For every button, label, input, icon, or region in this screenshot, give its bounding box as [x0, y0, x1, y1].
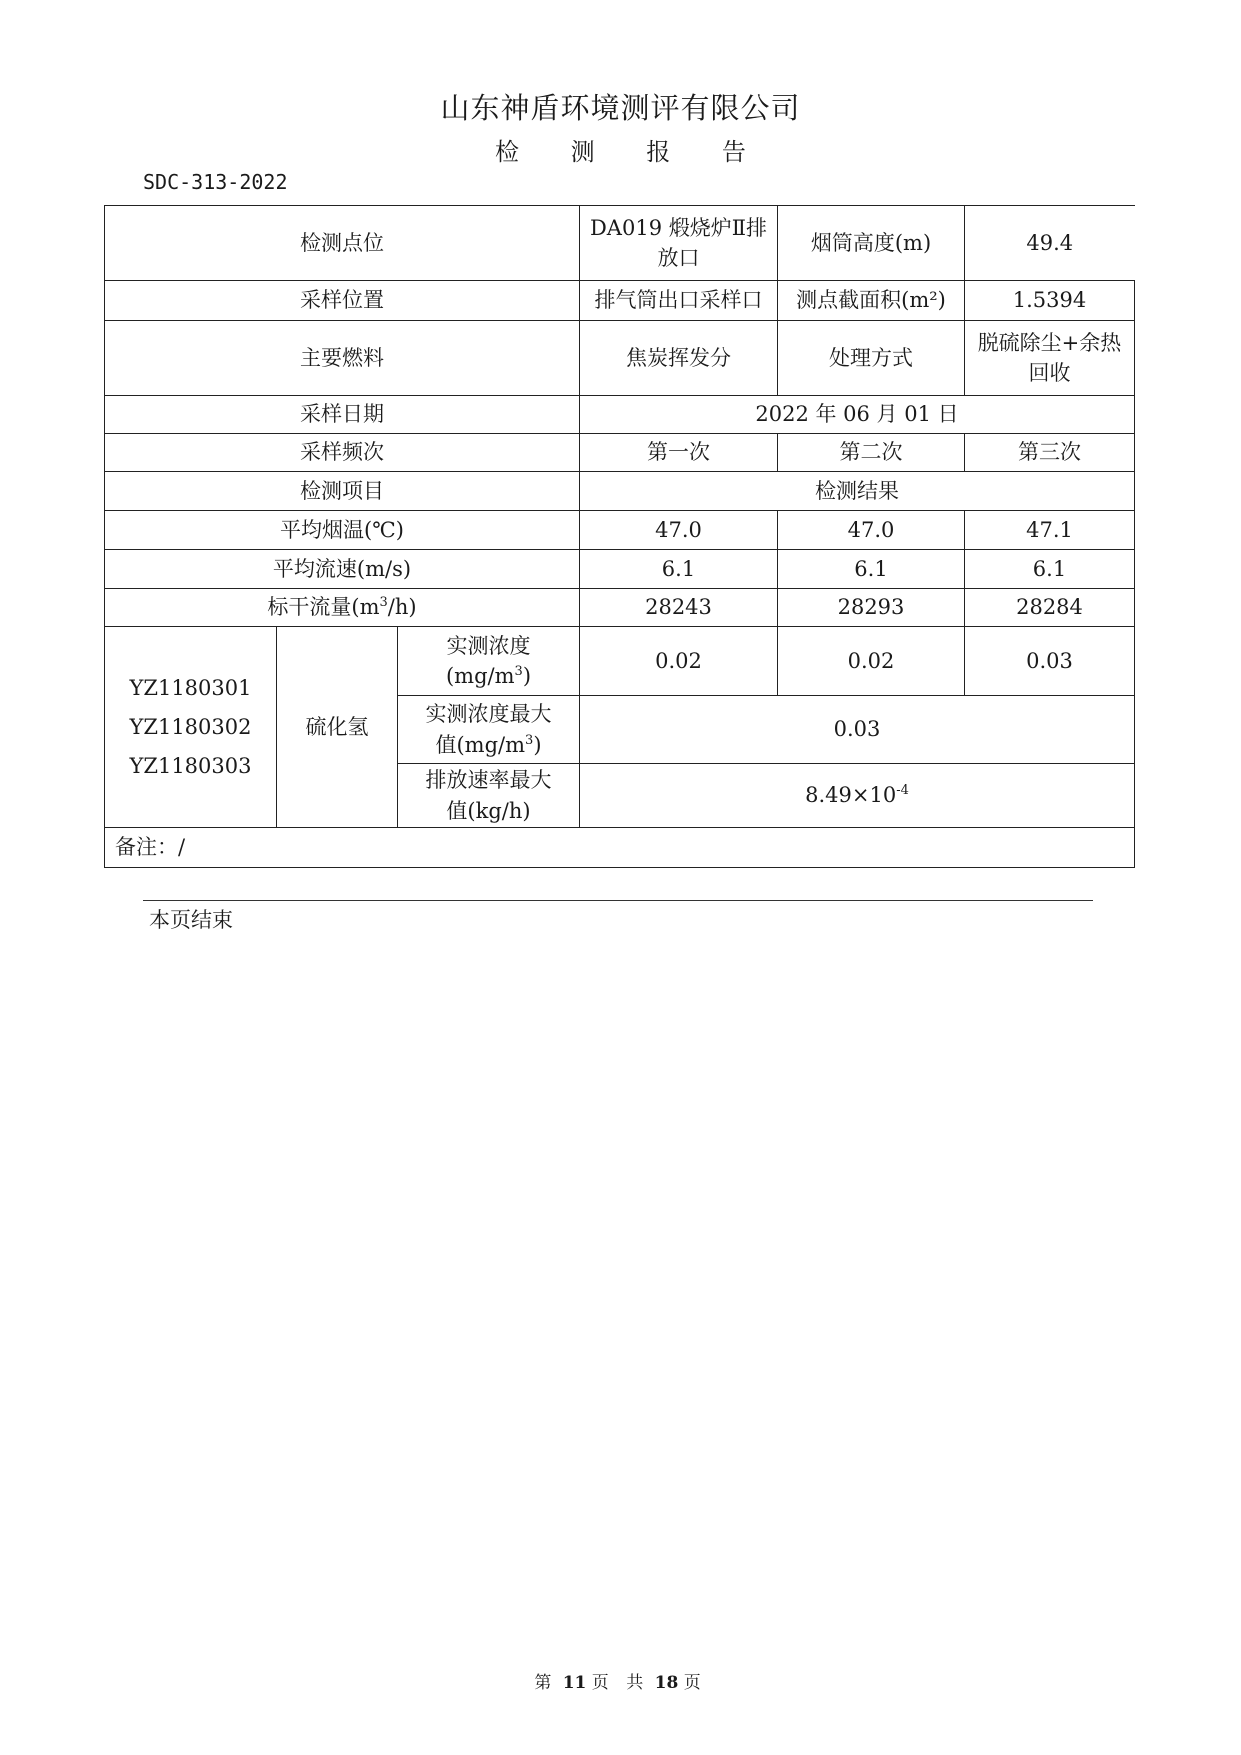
max-concentration-label-superscript: 3	[525, 732, 534, 748]
treatment-value: 脱硫除尘+余热回收	[965, 321, 1135, 396]
table-row	[105, 828, 1135, 868]
max-rate-value-exponent: -4	[896, 783, 909, 799]
fuel-label: 主要燃料	[105, 321, 580, 396]
area-value: 1.5394	[965, 281, 1135, 321]
concentration-label-close: )	[522, 664, 532, 688]
max-concentration-label	[398, 696, 580, 764]
remark: 备注：/	[105, 828, 1135, 868]
concentration-label	[398, 627, 580, 696]
max-rate-value-base: 8.49×10	[805, 783, 897, 808]
max-rate-label-text: 排放速率最大	[425, 768, 552, 793]
stack-height-value: 49.4	[965, 206, 1135, 281]
point-label: 检测点位	[105, 206, 580, 281]
flow-label-superscript: 3	[379, 595, 388, 611]
table-row	[105, 434, 1135, 472]
item-label: 检测项目	[105, 472, 580, 511]
concentration-label-unit: (mg/m	[445, 664, 515, 688]
flow-run-1: 28243	[580, 589, 778, 627]
frequency-label: 采样频次	[105, 434, 580, 472]
velocity-label: 平均流速(m/s)	[105, 550, 580, 589]
table-row	[105, 589, 1135, 627]
temperature-run-2: 47.0	[778, 511, 965, 550]
stack-height-label: 烟筒高度(m)	[778, 206, 965, 281]
table-row	[105, 511, 1135, 550]
concentration-label-superscript: 3	[514, 664, 523, 679]
table-row	[105, 472, 1135, 511]
max-concentration-label-unit: 值(mg/m	[435, 732, 526, 757]
result-label: 检测结果	[580, 472, 1135, 511]
results-table	[104, 205, 1135, 868]
page-suffix: 页	[683, 1673, 707, 1693]
run-1: 第一次	[580, 434, 778, 472]
temperature-run-1: 47.0	[580, 511, 778, 550]
flow-run-2: 28293	[778, 589, 965, 627]
flow-label-text: 标干流量(m	[267, 595, 380, 620]
flow-run-3: 28284	[965, 589, 1135, 627]
max-rate-label	[398, 764, 580, 828]
area-label: 测点截面积(m²)	[778, 281, 965, 321]
page-number	[0, 1668, 1241, 1693]
flow-label	[105, 589, 580, 627]
page-current: 11	[562, 1673, 587, 1693]
sample-id-3: YZ1180303	[129, 753, 252, 778]
sampling-position-label: 采样位置	[105, 281, 580, 321]
sample-ids	[105, 627, 277, 828]
velocity-run-1: 6.1	[580, 550, 778, 589]
max-rate-value	[580, 764, 1135, 828]
flow-label-unit: /h)	[387, 595, 417, 620]
max-concentration-label-close: )	[533, 732, 542, 757]
date-value: 2022 年 06 月 01 日	[580, 396, 1135, 434]
concentration-run-3: 0.03	[965, 627, 1135, 696]
report-code: SDC-313-2022	[143, 170, 288, 194]
date-label: 采样日期	[105, 396, 580, 434]
max-rate-label-unit: 值(kg/h)	[446, 798, 531, 823]
sample-id-1: YZ1180301	[129, 675, 252, 700]
run-3: 第三次	[965, 434, 1135, 472]
end-of-page-text: 本页结束	[149, 908, 233, 932]
report-title: 检 测 报 告	[495, 138, 768, 166]
temperature-label: 平均烟温(℃)	[105, 511, 580, 550]
concentration-label-text: 实测浓度	[446, 633, 531, 658]
end-rule	[143, 900, 1093, 901]
concentration-run-1: 0.02	[580, 627, 778, 696]
point-value: DA019 煅烧炉Ⅱ排放口	[580, 206, 778, 281]
table-row	[105, 550, 1135, 589]
sample-id-2: YZ1180302	[129, 714, 252, 739]
fuel-value: 焦炭挥发分	[580, 321, 778, 396]
table-row	[105, 396, 1135, 434]
temperature-run-3: 47.1	[965, 511, 1135, 550]
sampling-position-value: 排气筒出口采样口	[580, 281, 778, 321]
page-total: 18	[654, 1673, 679, 1693]
velocity-run-3: 6.1	[965, 550, 1135, 589]
treatment-label: 处理方式	[778, 321, 965, 396]
max-concentration-label-text: 实测浓度最大	[425, 702, 552, 727]
velocity-run-2: 6.1	[778, 550, 965, 589]
table-row	[105, 206, 1135, 281]
max-concentration-value: 0.03	[580, 696, 1135, 764]
table-row	[105, 321, 1135, 396]
company-name: 山东神盾环境测评有限公司	[440, 91, 801, 125]
page-prefix: 第	[534, 1673, 558, 1693]
page-middle: 页 共	[591, 1673, 650, 1693]
table-row	[105, 281, 1135, 321]
run-2: 第二次	[778, 434, 965, 472]
concentration-run-2: 0.02	[778, 627, 965, 696]
table-row	[105, 627, 1135, 696]
pollutant-name: 硫化氢	[277, 627, 398, 828]
